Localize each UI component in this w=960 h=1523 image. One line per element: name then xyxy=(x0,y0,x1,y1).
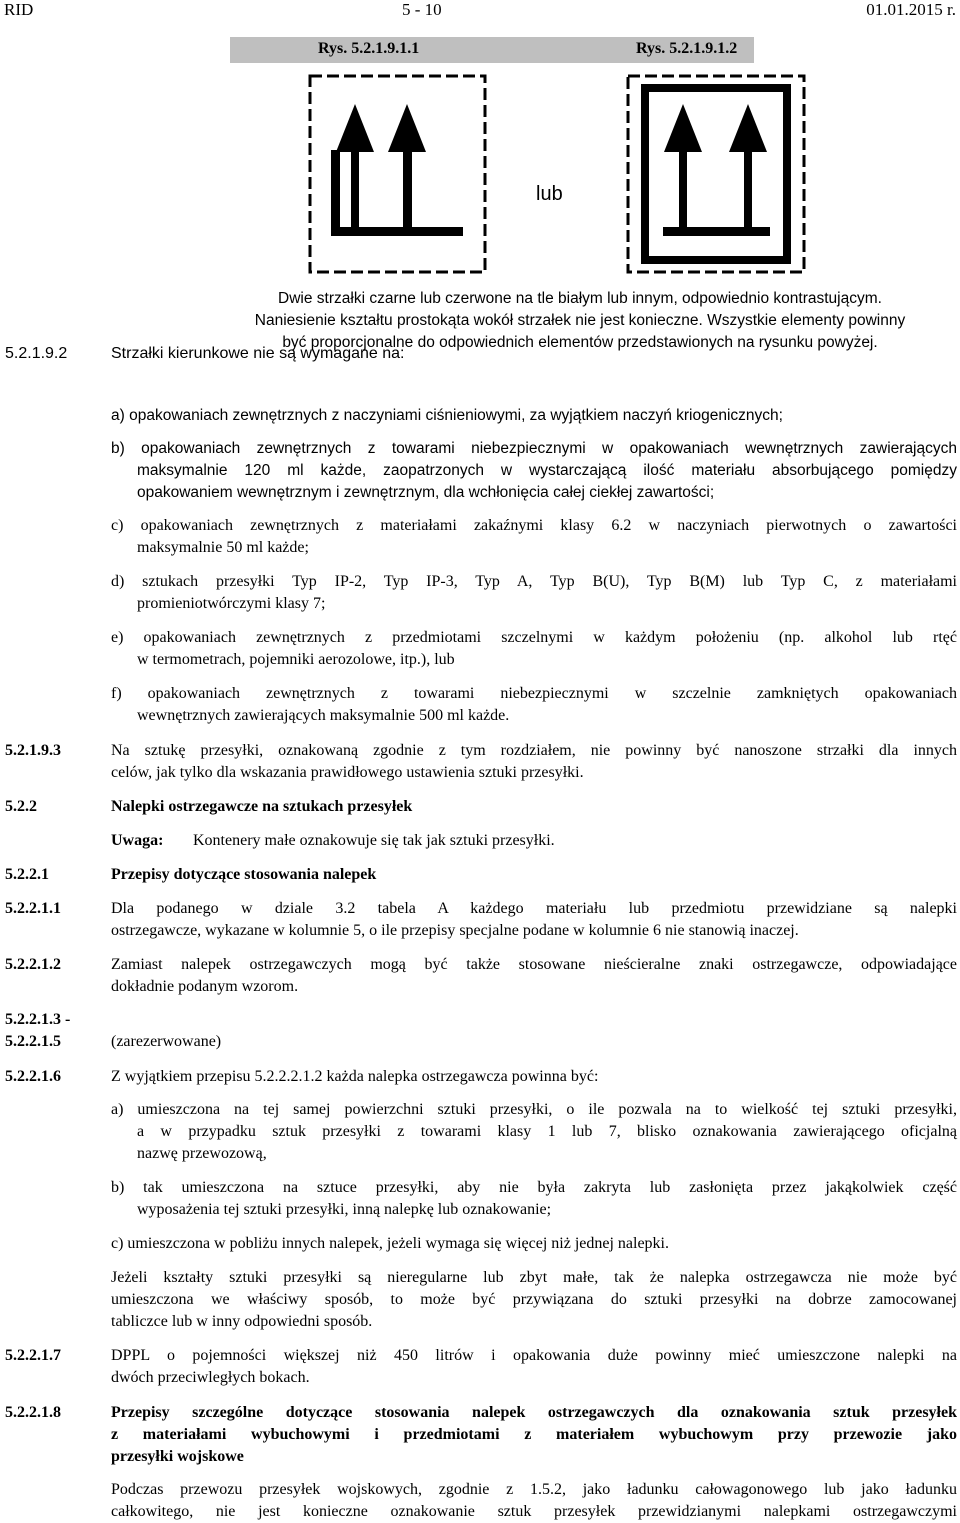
orientation-arrows-symbol-1 xyxy=(310,76,485,272)
list-item-line: wewnętrznych zawierających maksymalnie 500 ml każde. xyxy=(137,707,510,724)
paragraph-line: Jeżeli kształty sztuki przesyłki są nieregularne lub zbyt małe, tak że nalepka ostrzegawcza nie może być xyxy=(111,1269,957,1286)
paragraph-line: Na sztukę przesyłki, oznakowaną zgodnie z tym rozdziałem, nie powinny być nanoszone strzałki dla innych xyxy=(111,742,957,759)
list-item-line: wyposażenia tej sztuki przesyłki, inną nalepkę lub oznakowanie; xyxy=(137,1201,552,1218)
paragraph-line: ostrzegawcze, wykazane w kolumnie 5, o ile przepisy specjalne podane w kolumnie 6 nie stanowią inaczej. xyxy=(111,922,799,939)
section-number: 5.2.2.1.7 xyxy=(5,1347,61,1364)
figure-caption-right: Rys. 5.2.1.9.1.2 xyxy=(636,40,738,57)
title-line: Przepisy szczególne dotyczące stosowania nalepek ostrzegawczych dla oznakowania sztuk przesyłek xyxy=(111,1404,957,1421)
list-item-line: a w przypadku sztuk przesyłki z towarami klasy 1 lub 7, blisko oznakowania zawierającego oficjalną xyxy=(137,1123,957,1140)
paragraph-line: całkowitego, nie jest konieczne oznakowanie sztuk przesyłek przewidzianymi nalepkami ostrzegawczymi xyxy=(111,1503,957,1520)
section-number-start: 5.2.2.1.3 - xyxy=(5,1011,71,1028)
paragraph-line: Dla podanego w dziale 3.2 tabela A każdego materiału lub przedmiotu przewidziane są nalepki xyxy=(111,900,957,917)
list-item-line: b) opakowaniach zewnętrznych z towarami niebezpiecznymi w opakowaniach wewnętrznych zawierających xyxy=(111,440,957,457)
list-item-line: nazwę przewozową, xyxy=(137,1145,267,1162)
section-body xyxy=(111,1479,957,1523)
list-item-a: a) opakowaniach zewnętrznych z naczyniami ciśnieniowymi, za wyjątkiem naczyń kriogenicznych; xyxy=(111,407,783,424)
list-item-c xyxy=(111,515,957,559)
list-item-e xyxy=(111,627,957,671)
section-title: Nalepki ostrzegawcze na sztukach przesyłek xyxy=(111,798,413,815)
list-item-c: c) umieszczona w pobliżu innych nalepek, jeżeli wymaga się więcej niż jednej nalepki. xyxy=(111,1235,669,1252)
section-paragraph xyxy=(111,1267,957,1333)
paragraph-line: Podczas przewozu przesyłek wojskowych, zgodnie z 1.5.2, jako ładunku całowagonowego lub jako ładunku xyxy=(111,1481,957,1498)
header-left: RID xyxy=(4,0,34,19)
list-item-line: maksymalnie 120 ml każde, zaopatrzonych w wystarczającą ilość materiału absorbującego pomiędzy xyxy=(137,462,957,479)
list-item-line: c) opakowaniach zewnętrznych z materiałami zakaźnymi klasy 6.2 w naczyniach pierwotnych o zawartości xyxy=(111,517,957,534)
section-number-range xyxy=(5,1009,70,1053)
list-item-f xyxy=(111,683,957,727)
list-item-a xyxy=(111,1099,957,1165)
reserved-text: (zarezerwowane) xyxy=(111,1033,222,1050)
list-item-b xyxy=(111,438,957,504)
paragraph-line: dokładnie podanym wzorom. xyxy=(111,978,299,995)
section-title xyxy=(111,1402,957,1468)
orientation-arrows-figure xyxy=(0,0,960,290)
section-number: 5.2.2.1.8 xyxy=(5,1404,61,1421)
note-label: Uwaga: xyxy=(111,832,164,849)
header-date: 01.01.2015 r. xyxy=(866,0,956,19)
orientation-arrows-symbol-2 xyxy=(628,76,804,272)
list-item-line: w termometrach, pojemniki aerozolowe, itp.), lub xyxy=(137,651,455,668)
section-number: 5.2.1.9.2 xyxy=(5,345,68,362)
section-number-end: 5.2.2.1.5 xyxy=(5,1033,61,1050)
list-item-line: promieniotwórczymi klasy 7; xyxy=(137,595,326,612)
section-body xyxy=(111,898,957,942)
list-item-line: maksymalnie 50 ml każde; xyxy=(137,539,309,556)
paragraph-line: DPPL o pojemności większej niż 450 litrów i opakowania duże powinny mieć umieszczone nalepki na xyxy=(111,1347,957,1364)
section-body xyxy=(111,1345,957,1389)
note-text: Kontenery małe oznakowuje się tak jak sztuki przesyłki. xyxy=(193,832,555,849)
section-intro: Z wyjątkiem przepisu 5.2.2.2.1.2 każda nalepka ostrzegawcza powinna być: xyxy=(111,1068,599,1085)
paragraph-line: umieszczona we właściwy sposób, to może być przywiązana do sztuki przesyłki na dobrze zamocowanej xyxy=(111,1291,957,1308)
section-number: 5.2.2.1.2 xyxy=(5,956,61,973)
section-body xyxy=(111,740,957,784)
paragraph-line: dwóch przeciwległych bokach. xyxy=(111,1369,310,1386)
section-number: 5.2.2.1.1 xyxy=(5,900,61,917)
list-item-line: f) opakowaniach zewnętrznych z towarami niebezpiecznymi w szczelnie zamkniętych opakowaniach xyxy=(111,685,957,702)
list-item-line: d) sztukach przesyłki Typ IP-2, Typ IP-3, Typ A, Typ B(U), Typ B(M) lub Typ C, z materiałami xyxy=(111,573,957,590)
title-line: z materiałami wybuchowymi i przedmiotami z materiałem wybuchowym przy przewozie jako xyxy=(111,1426,957,1443)
paragraph-line: tabliczce lub w inny odpowiedni sposób. xyxy=(111,1313,373,1330)
section-title: Strzałki kierunkowe nie są wymagane na: xyxy=(111,345,405,362)
paragraph-line: Zamiast nalepek ostrzegawczych mogą być także stosowane nieścieralne znaki ostrzegawcze, odpowiadające xyxy=(111,956,957,973)
figure-note-line: Dwie strzałki czarne lub czerwone na tle białym lub innym, odpowiednio kontrastującym. xyxy=(278,290,882,307)
list-item-line: opakowaniem wewnętrznym i zewnętrznym, dla wchłonięcia całej ciekłej zawartości; xyxy=(137,484,715,501)
list-item-d xyxy=(111,571,957,615)
section-number: 5.2.2.1.6 xyxy=(5,1068,61,1085)
section-number: 5.2.2 xyxy=(5,798,37,815)
figure-caption-left: Rys. 5.2.1.9.1.1 xyxy=(318,40,420,57)
section-number: 5.2.2.1 xyxy=(5,866,49,883)
figure-note-line: Naniesienie kształtu prostokąta wokół strzałek nie jest konieczne. Wszystkie elementy powinny xyxy=(254,312,906,329)
list-item-line: e) opakowaniach zewnętrznych z przedmiotami szczelnymi w każdym położeniu (np. alkohol lub rtęć xyxy=(111,629,957,646)
section-number: 5.2.1.9.3 xyxy=(5,742,61,759)
list-item-line: b) tak umieszczona na sztuce przesyłki, aby nie była zakryta lub zasłonięta przez jakąkolwiek część xyxy=(111,1179,957,1196)
title-line: przesyłki wojskowe xyxy=(111,1448,244,1465)
header-page-number: 5 - 10 xyxy=(402,0,442,19)
figure-note-line: być proporcjonalne do odpowiednich elementów przedstawionych na rysunku powyżej. xyxy=(282,334,878,351)
paragraph-line: celów, jak tylko dla wskazania prawidłowego ustawienia sztuki przesyłki. xyxy=(111,764,584,781)
section-body xyxy=(111,954,957,998)
list-item-line: a) umieszczona na tej samej powierzchni sztuki przesyłki, o ile pozwala na to wielkość tej sztuki przesyłki, xyxy=(111,1101,957,1118)
list-item-b xyxy=(111,1177,957,1221)
section-title: Przepisy dotyczące stosowania nalepek xyxy=(111,866,377,883)
or-label: lub xyxy=(536,183,563,205)
